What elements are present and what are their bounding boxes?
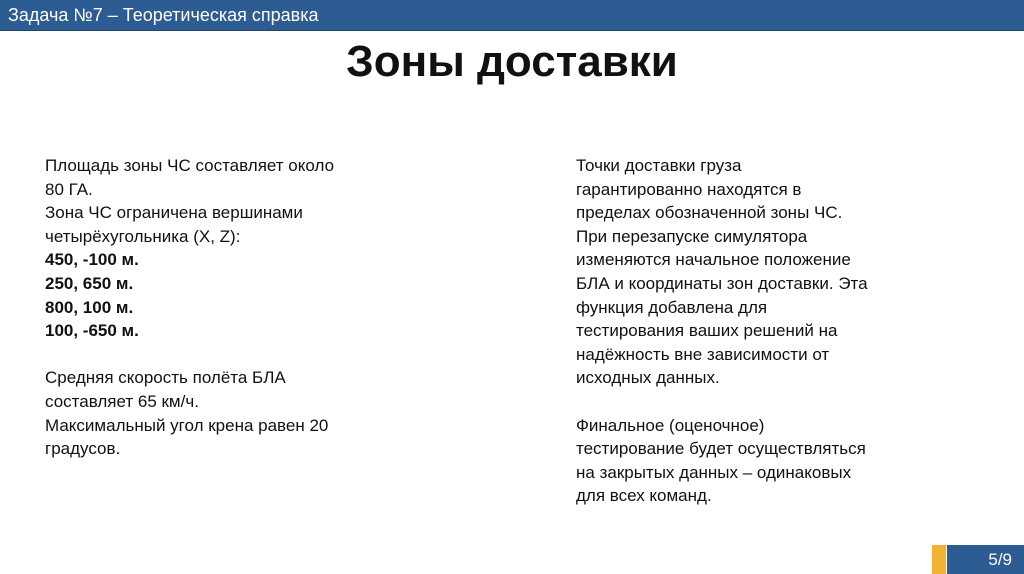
info-line: БЛА и координаты зон доставки. Эта [576, 273, 868, 293]
info-line: гарантированно находятся в [576, 179, 802, 199]
page-indicator-box [947, 545, 1024, 574]
testing-line: для всех команд. [576, 486, 712, 506]
intro-line: четырёхугольника (X, Z): [45, 226, 241, 246]
slide-title: Зоны доставки [346, 37, 678, 86]
testing-line: Финальное (оценочное) [576, 415, 765, 435]
info-line: надёжность вне зависимости от [576, 344, 830, 364]
speed-line: Средняя скорость полёта БЛА [45, 368, 286, 388]
left-column [45, 154, 405, 461]
header-bar [0, 0, 1024, 31]
page-indicator: 5/9 [988, 550, 1012, 569]
testing-line: на закрытых данных – одинаковых [576, 462, 852, 482]
intro-line: Площадь зоны ЧС составляет около [45, 156, 335, 175]
vertex-coordinate: 250, 650 м. [45, 273, 134, 293]
info-line: изменяются начальное положение [576, 250, 851, 270]
paragraph-gap [45, 343, 405, 367]
intro-line: 80 ГА. [45, 179, 93, 199]
right-column [576, 154, 936, 508]
speed-line: Максимальный угол крена равен 20 [45, 415, 329, 435]
vertex-coordinate: 100, -650 м. [45, 321, 139, 341]
info-line: Точки доставки груза [576, 156, 742, 175]
vertex-coordinate: 450, -100 м. [45, 250, 139, 270]
header-title: Задача №7 – Теоретическая справка [8, 5, 319, 25]
info-line: функция добавлена для [576, 297, 768, 317]
info-line: исходных данных. [576, 368, 720, 388]
vertex-coordinate: 800, 100 м. [45, 297, 134, 317]
info-line: пределах обозначенной зоны ЧС. [576, 203, 843, 223]
intro-line: Зона ЧС ограничена вершинами [45, 203, 303, 223]
speed-line: градусов. [45, 439, 121, 459]
info-line: При перезапуске симулятора [576, 226, 808, 246]
speed-line: составляет 65 км/ч. [45, 391, 199, 411]
testing-line: тестирование будет осуществляться [576, 439, 866, 459]
paragraph-gap [576, 390, 936, 414]
page-accent-strip [932, 545, 946, 574]
info-line: тестирования ваших решений на [576, 321, 838, 341]
